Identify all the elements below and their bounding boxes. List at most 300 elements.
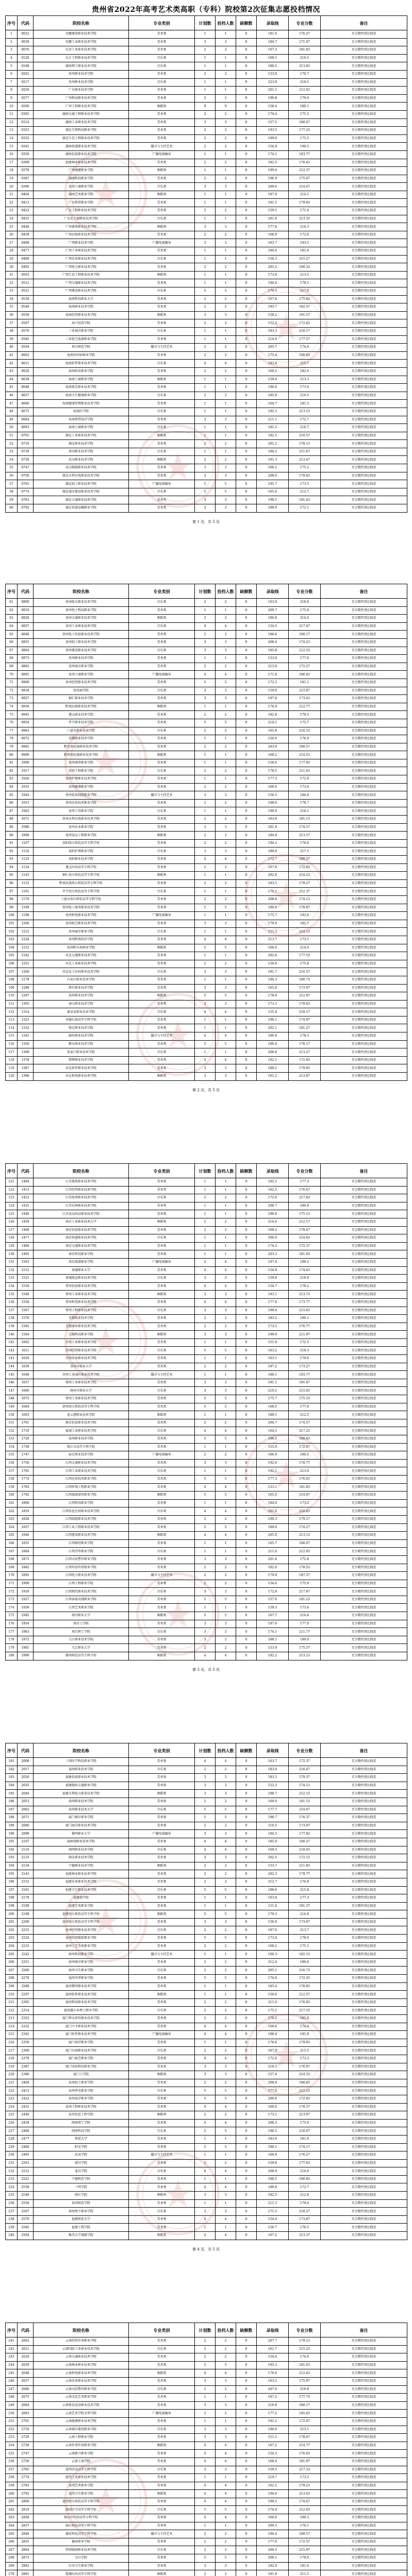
cell-vacancy: 0 (236, 54, 257, 62)
cell-remark: 无分数性别比线差 (321, 1282, 407, 1291)
cell-vacancy: 0 (236, 360, 257, 368)
cell-cutoff: 199.2 (257, 2498, 289, 2506)
cell-submitted: 5 (216, 1435, 236, 1444)
cell-category: 音乐类 (129, 1467, 195, 1476)
cell-major-score: 172.43 (289, 319, 321, 328)
table-row (6, 2458, 407, 2466)
cell-major-score: 172.57 (289, 2538, 321, 2546)
cell-major-score: 179.13 (289, 2337, 321, 2346)
cell-code: 1954 (18, 1620, 34, 1628)
table-row (6, 1032, 407, 1041)
cell-code: 1918 (18, 1588, 34, 1596)
cell-code: 1864 (18, 1548, 34, 1556)
cell-code: 0828 (18, 615, 34, 623)
cell-remark: 无分数性别比线差 (321, 335, 407, 344)
cell-plan: 2 (195, 2159, 216, 2167)
table-row (6, 2175, 407, 2183)
cell-code: 0710 (18, 440, 34, 448)
cell-code: 1666 (18, 1387, 34, 1395)
cell-vacancy: 0 (236, 1210, 257, 1218)
cell-plan: 4 (195, 1282, 216, 1291)
cell-category: 广播电视编导 (129, 671, 195, 679)
cell-seq: 243 (6, 2353, 18, 2362)
cell-remark: 无分数性别比线差 (321, 38, 407, 46)
cell-school: 湖北水利水电职业技术学院 (34, 472, 129, 480)
cell-code: 2882 (18, 2562, 34, 2570)
cell-major-score: 218.17 (289, 1008, 321, 1016)
cell-vacancy: 0 (236, 159, 257, 167)
cell-remark: 无分数性别比线差 (321, 456, 407, 464)
cell-school: 无锡商业职业技术学院 (34, 1323, 129, 1331)
cell-remark: 无分数性别比线差 (321, 711, 407, 719)
cell-submitted: 1 (216, 872, 236, 880)
cell-submitted: 1 (216, 952, 236, 960)
cell-code: 1152 (18, 879, 34, 888)
cell-school: 湖北铁道运输职业学院 (34, 504, 129, 513)
cell-plan: 1 (195, 335, 216, 344)
cell-plan: 2 (195, 263, 216, 272)
table-row (6, 816, 407, 824)
cell-vacancy: 0 (236, 1555, 257, 1564)
cell-remark: 无分数性别比线差 (321, 1555, 407, 1564)
table-row (6, 936, 407, 944)
cell-plan: 2 (195, 2530, 216, 2538)
cell-plan: 4 (195, 2023, 216, 2031)
cell-category: 舞蹈类 (129, 1862, 195, 1870)
cell-code: 1512 (18, 1266, 34, 1275)
cell-seq: 156 (6, 1459, 18, 1467)
cell-school: 福建农业职业技术学院 (34, 1878, 129, 1886)
cell-seq: 223 (6, 2095, 18, 2103)
cell-major-score: 174.97 (289, 1016, 321, 1024)
cell-category: 美术类 (129, 1016, 195, 1024)
cell-submitted: 9 (216, 103, 236, 111)
cell-school: 漳州理工职业学院 (34, 2208, 129, 2216)
cell-cutoff: 212.4 (257, 1958, 289, 1967)
cell-submitted: 3 (216, 1782, 236, 1790)
cell-school: 湄洲湾职业技术学院 (34, 1838, 129, 1846)
cell-vacancy: 0 (236, 832, 257, 840)
cell-plan: 4 (195, 2490, 216, 2498)
header-vacancy: 缺额数 (236, 1164, 257, 1178)
cell-code: 2242 (18, 1951, 34, 1959)
cell-vacancy: 0 (236, 1523, 257, 1532)
cell-school: 贵州商学院 (34, 687, 129, 695)
cell-category: 音乐类 (129, 1008, 195, 1016)
cell-seq: 270 (6, 2570, 18, 2576)
cell-category: 美术类 (129, 279, 195, 287)
cell-submitted: 2 (216, 615, 236, 623)
cell-plan: 1 (195, 872, 216, 880)
cell-plan: 1 (195, 30, 216, 39)
cell-code: 2305 (18, 1998, 34, 2007)
cell-code: 0459 (18, 231, 34, 239)
cell-plan: 1 (195, 87, 216, 95)
cell-school: 厦门东海职业技术学院 (34, 2047, 129, 2055)
cell-remark: 无分数性别比线差 (321, 1814, 407, 1822)
cell-seq: 194 (6, 1862, 18, 1870)
cell-seq: 193 (6, 1854, 18, 1862)
cell-vacancy: 0 (236, 408, 257, 416)
cell-vacancy: 0 (236, 816, 257, 824)
cell-major-score: 172.7 (289, 416, 321, 424)
cell-vacancy: 0 (236, 1186, 257, 1194)
cell-plan: 4 (195, 1532, 216, 1540)
cell-plan: 2 (195, 816, 216, 824)
cell-category: 美术类 (129, 207, 195, 215)
cell-major-score: 174.43 (289, 1266, 321, 1275)
cell-plan: 2 (195, 631, 216, 639)
table-row (6, 976, 407, 984)
cell-cutoff: 191.1 (257, 1379, 289, 1387)
cell-major-score: 213.33 (289, 215, 321, 223)
cell-vacancy: 0 (236, 1291, 257, 1299)
cell-remark: 无分数性别比线差 (321, 1580, 407, 1588)
cell-school: 贵州经贸职业技术学院 (34, 679, 129, 687)
cell-category: 美术类 (129, 631, 195, 639)
cell-remark: 无分数性别比线差 (321, 1073, 407, 1081)
cell-vacancy: 0 (236, 2063, 257, 2071)
cell-school: 海口经济学院 (34, 319, 129, 328)
table-row (6, 1298, 407, 1307)
cell-cutoff: 181.7 (257, 968, 289, 976)
cell-plan: 2 (195, 1870, 216, 1878)
cell-cutoff: 203.3 (257, 1250, 289, 1259)
cell-cutoff: 154.0 (257, 2215, 289, 2224)
table-row (6, 1387, 407, 1395)
cell-seq: 205 (6, 1951, 18, 1959)
cell-cutoff: 188.1 (257, 2143, 289, 2151)
cell-submitted: 4 (216, 2183, 236, 2192)
cell-vacancy: 0 (236, 1798, 257, 1806)
cell-school: 江西工业职业技术学院 (34, 1467, 129, 1476)
cell-school: 广西电力职业技术学院 (34, 263, 129, 272)
cell-submitted: 5 (216, 1814, 236, 1822)
cell-cutoff: 159.4 (257, 376, 289, 384)
cell-vacancy: 0 (236, 791, 257, 800)
cell-vacancy: 0 (236, 2159, 257, 2167)
cell-school: 江西信息应用职业技术学院 (34, 1507, 129, 1516)
cell-category: 美术类 (129, 775, 195, 784)
cell-vacancy: 0 (236, 1975, 257, 1983)
cell-plan: 2 (195, 1967, 216, 1975)
cell-vacancy: 0 (236, 1250, 257, 1259)
cell-plan: 5 (195, 1403, 216, 1411)
cell-remark: 无分数性别比线差 (321, 703, 407, 711)
table-row (6, 863, 407, 872)
cell-code: 2080 (18, 1822, 34, 1830)
cell-category: 美术类 (129, 94, 195, 103)
cell-school: 河北软件职业技术学院 (34, 1064, 129, 1073)
cell-code: 2143 (18, 1870, 34, 1878)
cell-plan: 2 (195, 110, 216, 118)
cell-category: 美术类 (129, 175, 195, 183)
cell-code: 0972 (18, 735, 34, 743)
cell-vacancy: 0 (236, 1572, 257, 1580)
cell-cutoff: 208.4 (257, 638, 289, 647)
cell-vacancy: 0 (236, 1515, 257, 1523)
cell-major-score: 178.3 (289, 1032, 321, 1041)
cell-remark: 无分数性别比线差 (321, 78, 407, 87)
cell-major-score: 211.77 (289, 1628, 321, 1636)
cell-cutoff: 167.7 (257, 1612, 289, 1620)
cell-vacancy: 0 (236, 735, 257, 743)
cell-seq: 219 (6, 2063, 18, 2071)
cell-code: 2549 (18, 2192, 34, 2200)
cell-major-score: 181.03 (289, 2361, 321, 2369)
cell-plan: 4 (195, 1652, 216, 1660)
cell-major-score: 218.3 (289, 1347, 321, 1355)
cell-school: 武夷学院 (34, 2151, 129, 2160)
cell-vacancy: 0 (236, 2353, 257, 2362)
cell-remark: 无分数性别比线差 (321, 1379, 407, 1387)
cell-remark: 无分数性别比线差 (321, 2498, 407, 2506)
cell-school: 德宏职业学院 (34, 2538, 129, 2546)
cell-major-score: 175.5 (289, 110, 321, 118)
cell-vacancy: 0 (236, 70, 257, 78)
cell-school: 无锡科技职业学院 (34, 1331, 129, 1339)
cell-school: 河北工业职业技术学院 (34, 960, 129, 968)
cell-plan: 2 (195, 2079, 216, 2087)
table-row (6, 1000, 407, 1008)
cell-remark: 无分数性别比线差 (321, 1363, 407, 1371)
cell-cutoff: 177.2 (257, 2410, 289, 2418)
cell-major-score: 215.63 (289, 1307, 321, 1315)
cell-category: 美术类 (129, 719, 195, 727)
cell-vacancy: 0 (236, 1532, 257, 1540)
cell-category: 音乐类 (129, 848, 195, 856)
cell-school: 衡水职业技术学院 (34, 1040, 129, 1048)
cell-seq: 48 (6, 408, 18, 416)
cell-vacancy: 0 (236, 1758, 257, 1766)
cell-submitted: 3 (216, 311, 236, 319)
cell-code: 2684 (18, 2401, 34, 2410)
cell-plan: 1 (195, 150, 216, 159)
cell-plan: 3 (195, 2562, 216, 2570)
cell-vacancy: 0 (236, 1774, 257, 1782)
cell-seq: 113 (6, 1016, 18, 1024)
cell-cutoff: 208.0 (257, 472, 289, 480)
cell-vacancy: 0 (236, 1032, 257, 1041)
cell-category: 音乐类 (129, 2345, 195, 2353)
cell-remark: 无分数性别比线差 (321, 832, 407, 840)
cell-category: 美术类 (129, 472, 195, 480)
cell-category: 音乐类 (129, 2007, 195, 2015)
cell-major-score: 174.13 (289, 895, 321, 904)
cell-cutoff: 203.9 (257, 743, 289, 751)
cell-plan: 2 (195, 2047, 216, 2055)
cell-seq: 177 (6, 1628, 18, 1636)
cell-code: 0549 (18, 303, 34, 312)
cell-vacancy: 0 (236, 1958, 257, 1967)
cell-major-score: 179.37 (289, 1774, 321, 1782)
cell-remark: 无分数性别比线差 (321, 1910, 407, 1919)
cell-vacancy: 0 (236, 1040, 257, 1048)
cell-school: 邯郸职业技术学院 (34, 1056, 129, 1064)
cell-vacancy: 0 (236, 2394, 257, 2402)
cell-remark: 无分数性别比线差 (321, 496, 407, 504)
cell-plan: 1 (195, 2135, 216, 2143)
cell-plan: 1 (195, 1016, 216, 1024)
cell-submitted: 2 (216, 1798, 236, 1806)
cell-plan: 1 (195, 952, 216, 960)
cell-vacancy: 0 (236, 351, 257, 360)
table-row (6, 631, 407, 639)
cell-submitted: 1 (216, 247, 236, 256)
cell-vacancy: 0 (236, 1016, 257, 1024)
cell-plan: 2 (195, 344, 216, 352)
cell-school: 海南职业技术学院 (34, 303, 129, 312)
cell-seq: 224 (6, 2103, 18, 2111)
cell-vacancy: 0 (236, 1998, 257, 2007)
cell-remark: 无分数性别比线差 (321, 2417, 407, 2426)
cell-remark: 无分数性别比线差 (321, 671, 407, 679)
cell-vacancy: 0 (236, 311, 257, 319)
cell-seq: 183 (6, 1774, 18, 1782)
table-row (6, 879, 407, 888)
cell-school: 泉州海洋职业学院 (34, 2095, 129, 2103)
cell-vacancy: 0 (236, 1483, 257, 1492)
table-row (6, 263, 407, 272)
cell-seq: 49 (6, 416, 18, 424)
cell-category: 音乐类 (129, 1048, 195, 1057)
cell-remark: 无分数性别比线差 (321, 1644, 407, 1652)
cell-cutoff: 151.5 (257, 2434, 289, 2442)
cell-major-score: 216.17 (289, 327, 321, 335)
cell-school: 闽南理工学院 (34, 2119, 129, 2127)
cell-category: 舞蹈类 (129, 1331, 195, 1339)
cell-code: 1594 (18, 1331, 34, 1339)
header-code: 代码 (18, 1164, 34, 1178)
cell-major-score: 181.5 (289, 400, 321, 408)
cell-plan: 2 (195, 1822, 216, 1830)
cell-major-score: 179.77 (289, 1870, 321, 1878)
cell-seq: 39 (6, 335, 18, 344)
table-row (6, 1355, 407, 1363)
cell-seq: 28 (6, 247, 18, 256)
cell-category: 音乐类 (129, 687, 195, 695)
cell-school: 琼台师范学院 (34, 344, 129, 352)
cell-seq: 164 (6, 1523, 18, 1532)
cell-vacancy: 0 (236, 2345, 257, 2353)
cell-submitted: 3 (216, 2562, 236, 2570)
cell-code: 0440 (18, 223, 34, 231)
cell-remark: 无分数性别比线差 (321, 936, 407, 944)
cell-school: 江西现代职业技术学院 (34, 1588, 129, 1596)
cell-remark: 无分数性别比线差 (321, 1040, 407, 1048)
cell-category: 美术类 (129, 2039, 195, 2047)
cell-vacancy: 0 (236, 631, 257, 639)
table-row (6, 1926, 407, 1935)
cell-vacancy: 0 (236, 711, 257, 719)
cell-remark: 无分数性别比线差 (321, 2031, 407, 2039)
cell-category: 美术类 (129, 1564, 195, 1572)
cell-code: 2666 (18, 2385, 34, 2394)
cell-submitted: 4 (216, 1846, 236, 1854)
cell-vacancy: 0 (236, 480, 257, 488)
cell-remark: 无分数性别比线差 (321, 247, 407, 256)
table-row (6, 1258, 407, 1266)
cell-code: 1747 (18, 1451, 34, 1460)
cell-category: 美术类 (129, 735, 195, 743)
cell-seq: 163 (6, 1515, 18, 1523)
cell-submitted: 1 (216, 807, 236, 816)
cell-seq: 147 (6, 1387, 18, 1395)
cell-category: 美术类 (129, 1902, 195, 1910)
cell-seq: 231 (6, 2159, 18, 2167)
cell-vacancy: 0 (236, 1275, 257, 1283)
cell-plan: 1 (195, 255, 216, 263)
table-row (6, 1628, 407, 1636)
cell-cutoff: 151.9 (257, 1338, 289, 1347)
cell-vacancy: 0 (236, 1467, 257, 1476)
table-row (6, 1459, 407, 1467)
cell-cutoff: 175.4 (257, 351, 289, 360)
table-row (6, 2079, 407, 2087)
cell-seq: 153 (6, 1435, 18, 1444)
cell-seq: 141 (6, 1338, 18, 1347)
cell-seq: 137 (6, 1307, 18, 1315)
table-row (6, 247, 407, 256)
cell-submitted: 5 (216, 992, 236, 1001)
cell-major-score: 216.7 (289, 424, 321, 432)
cell-code: 1972 (18, 1636, 34, 1644)
cell-cutoff: 159.1 (257, 207, 289, 215)
cell-major-score: 175.33 (289, 1395, 321, 1403)
page-footer: 第 3 页，共 5 页 (192, 1668, 220, 1672)
cell-school: 福建林业职业技术学院 (34, 1870, 129, 1878)
cell-vacancy: 0 (236, 703, 257, 711)
cell-cutoff: 194.6 (257, 279, 289, 287)
cell-submitted: 3 (216, 823, 236, 832)
cell-code: 0585 (18, 335, 34, 344)
cell-plan: 1 (195, 199, 216, 207)
cell-category: 音乐类 (129, 62, 195, 71)
cell-vacancy: 0 (236, 87, 257, 95)
cell-category: 美术类 (129, 743, 195, 751)
cell-cutoff: 191.2 (257, 2417, 289, 2426)
cell-school: 厦门兴才职业技术学院 (34, 2023, 129, 2031)
cell-major-score: 173.6 (289, 783, 321, 791)
cell-plan: 2 (195, 1451, 216, 1460)
cell-school: 海南外国语职业学院 (34, 351, 129, 360)
cell-submitted: 3 (216, 1387, 236, 1395)
table-row (6, 807, 407, 816)
cell-submitted: 3 (216, 695, 236, 703)
cell-seq: 23 (6, 207, 18, 215)
cell-category: 美术类 (129, 87, 195, 95)
cell-school: 云南工程职业学院 (34, 2434, 129, 2442)
cell-major-score: 174.57 (289, 1419, 321, 1427)
table-row (6, 2490, 407, 2498)
cell-remark: 无分数性别比线差 (321, 743, 407, 751)
cell-major-score: 216.5 (289, 54, 321, 62)
cell-seq: 142 (6, 1347, 18, 1355)
cell-remark: 无分数性别比线差 (321, 895, 407, 904)
cell-plan: 1 (195, 2199, 216, 2208)
cell-cutoff: 174.1 (257, 1628, 289, 1636)
table-row (6, 2401, 407, 2410)
cell-plan: 1 (195, 759, 216, 767)
cell-plan: 4 (195, 2031, 216, 2039)
cell-plan: 3 (195, 2426, 216, 2434)
cell-plan: 3 (195, 311, 216, 319)
cell-category: 美术类 (129, 1782, 195, 1790)
cell-code: 0729 (18, 448, 34, 456)
cell-seq: 230 (6, 2151, 18, 2160)
cell-cutoff: 165.0 (257, 1492, 289, 1500)
cell-code: 2279 (18, 1975, 34, 1983)
